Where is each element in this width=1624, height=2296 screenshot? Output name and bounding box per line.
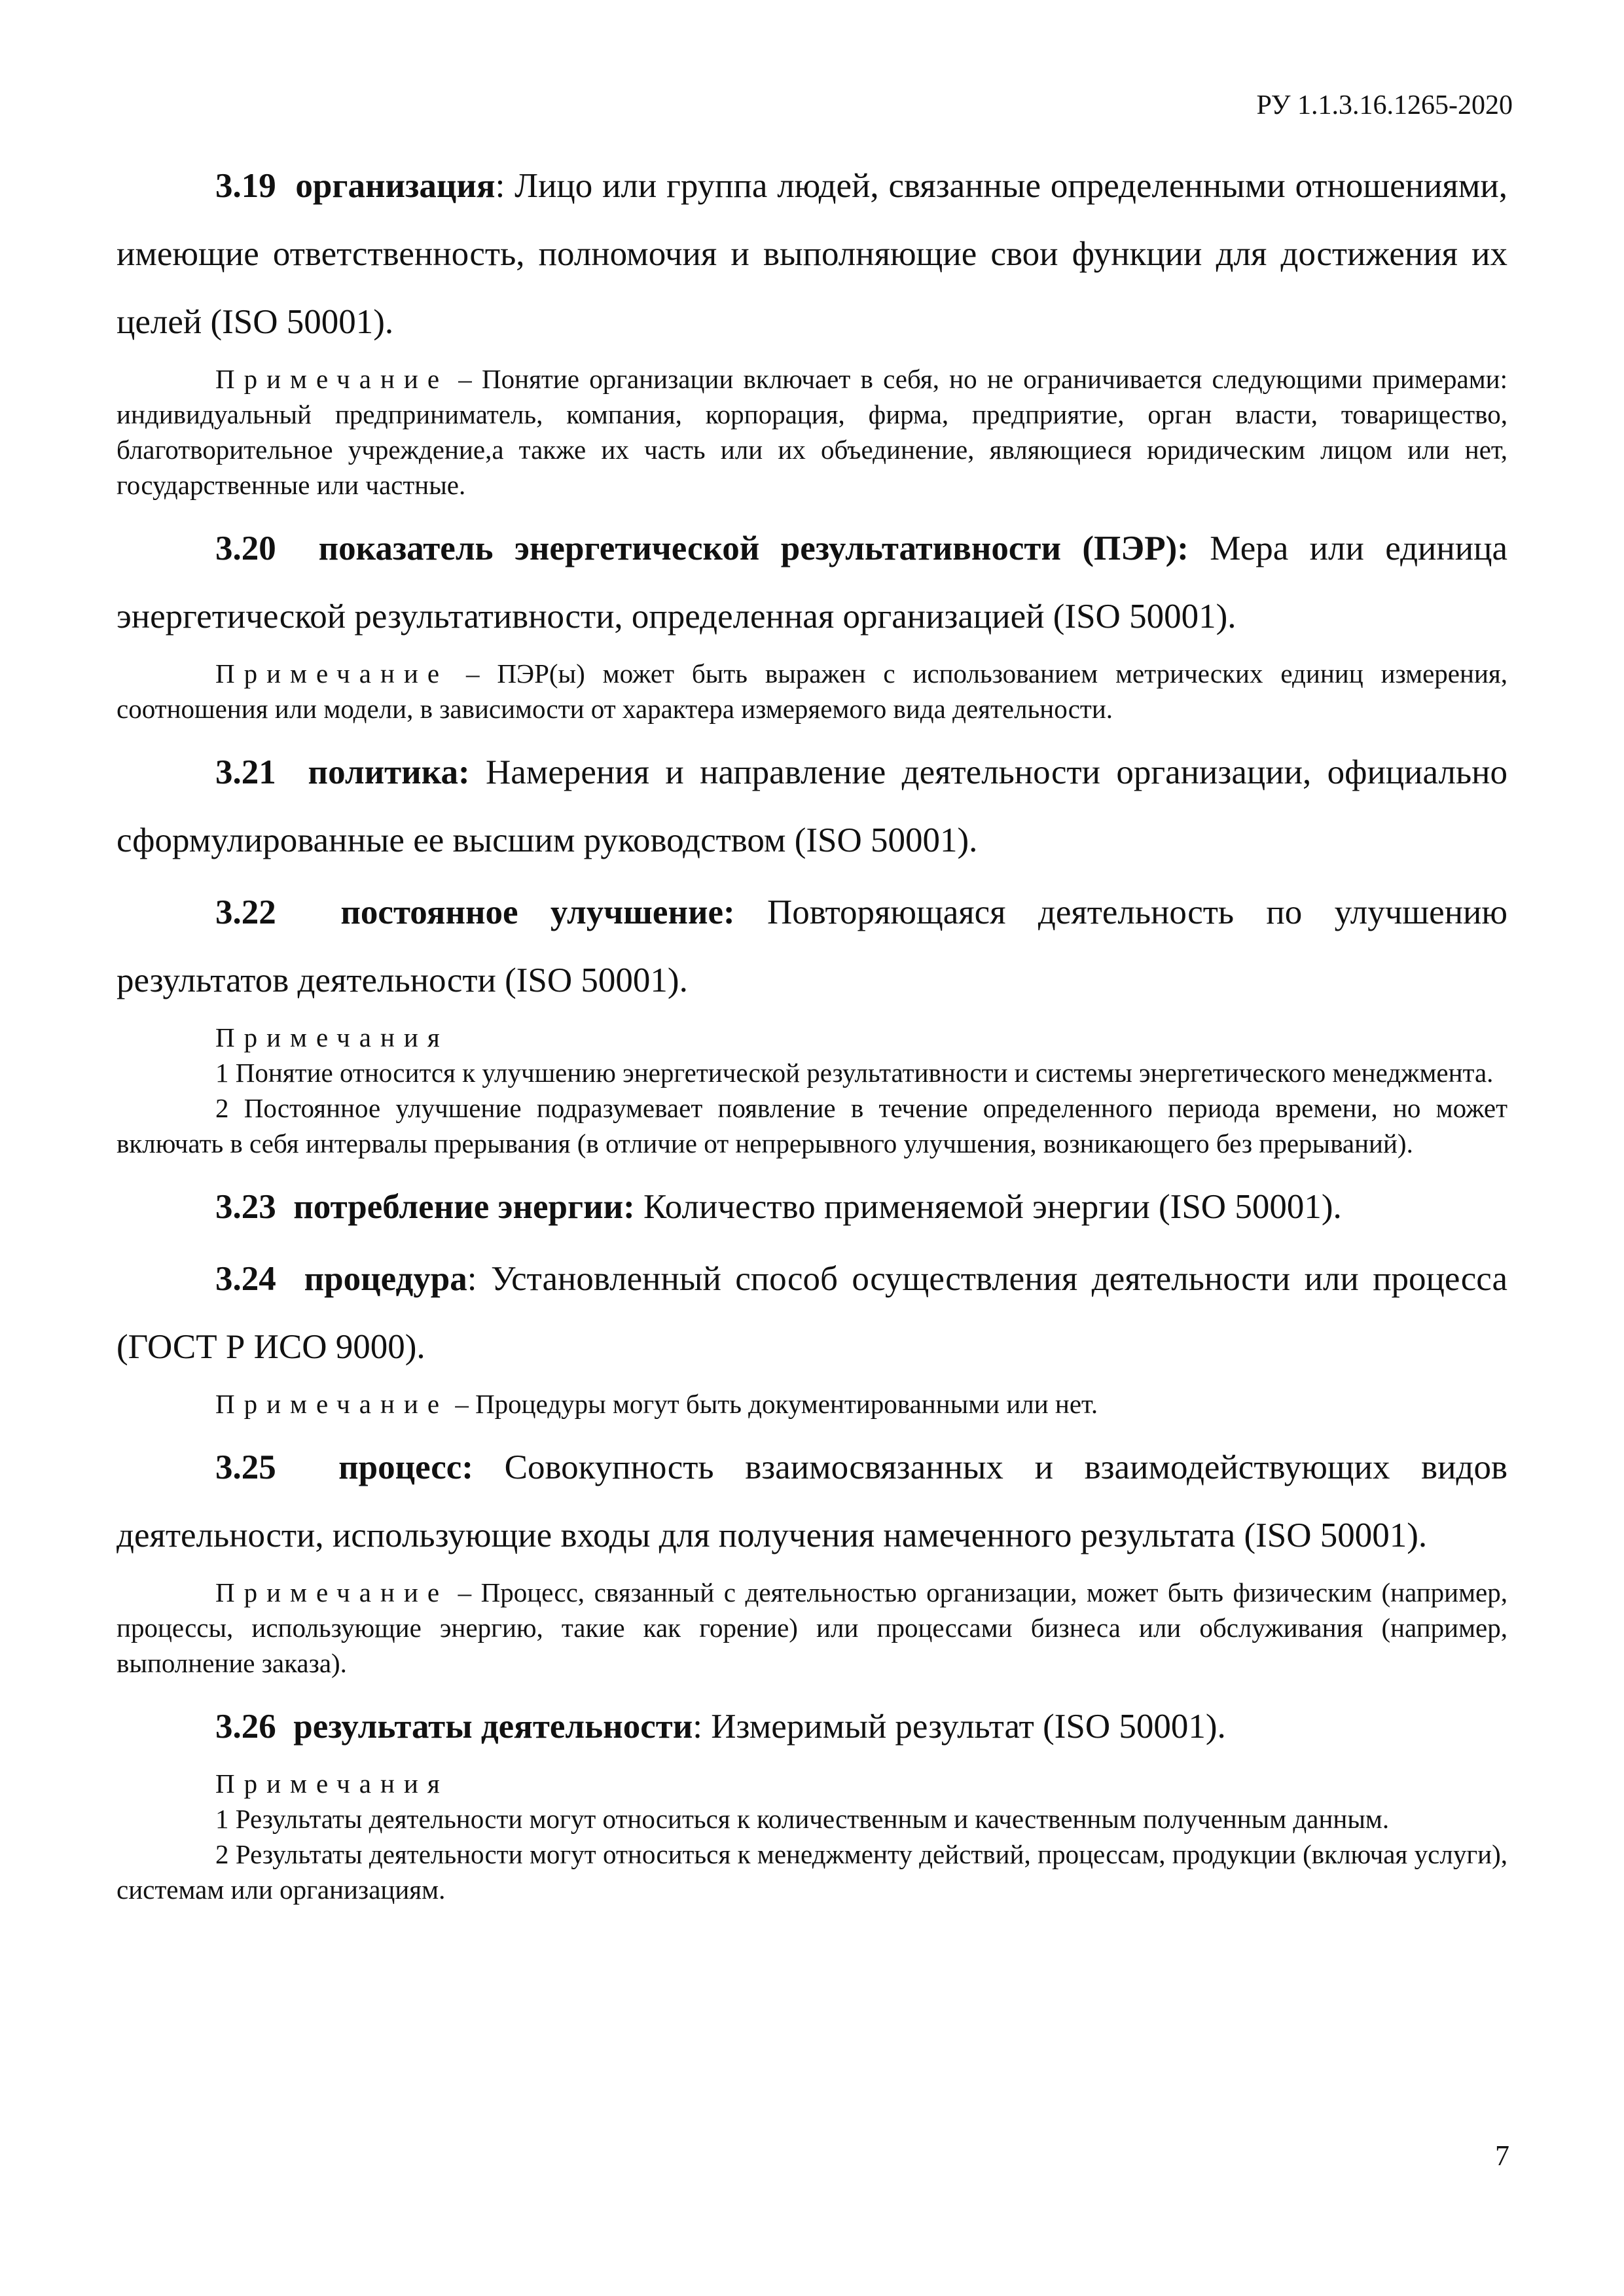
term-name: политика: (308, 753, 470, 791)
note-3-20 (117, 656, 1507, 726)
term-definition: Установленный способ осуществления деятельности или процесса (ГОСТ Р ИСО 9000). (117, 1260, 1507, 1366)
note-item: 1 Понятие относится к улучшению энергетической результативности и системы энергетического менеджмента. (215, 1058, 1494, 1088)
term-number: 3.24 (215, 1260, 276, 1298)
note-label: Примечание (215, 658, 449, 689)
term-name: организация (295, 167, 496, 205)
term-number: 3.19 (215, 167, 276, 205)
term-number: 3.25 (215, 1448, 276, 1486)
notes-label: Примечания (215, 1768, 449, 1799)
term-definition: Мера или единица энергетической результативности, определенная организацией (ISO 50001). (117, 529, 1508, 636)
term-definition: Намерения и направление деятельности организации, официально сформулированные ее высшим руководством (ISO 50001). (117, 753, 1508, 859)
note-label: Примечание (215, 364, 449, 394)
term-definition: Измеримый результат (ISO 50001). (711, 1708, 1226, 1746)
term-separator (635, 1188, 643, 1226)
term-separator: : (495, 167, 515, 205)
term-definition: Количество применяемой энергии (ISO 50001). (643, 1188, 1342, 1226)
term-3-23 (117, 1173, 1507, 1241)
page-number: 7 (1495, 2140, 1509, 2172)
term-number: 3.23 (215, 1188, 276, 1226)
note-item: 1 Результаты деятельности могут относиться к количественным и качественным полученным данным. (215, 1804, 1390, 1834)
term-definition: Совокупность взаимосвязанных и взаимодействующих видов деятельности, использующие входы для получения намеченного результата (ISO 50001). (117, 1448, 1508, 1554)
note-label: Примечание (215, 1389, 449, 1419)
note-item: 2 Постоянное улучшение подразумевает появление в течение определенного периода времени, но может включать в себя интервалы прерывания (в отличие от непрерывного улучшения, возникающего без прерываний). (117, 1093, 1507, 1158)
term-separator (470, 753, 486, 791)
term-separator: : (467, 1260, 491, 1298)
term-number: 3.20 (215, 529, 276, 567)
term-number: 3.26 (215, 1708, 276, 1746)
note-text: – Понятие организации включает в себя, но не ограничивается следующими примерами: индивидуальный предприниматель, компания, корпорация, фирма, предприятие, орган власти, товарищество, благотворительное учреждение,а также их часть или их объединение, являющиеся юридическим лицом или нет, государственные или частные. (117, 364, 1507, 500)
term-name: процесс: (338, 1448, 473, 1486)
note-3-24 (117, 1386, 1507, 1422)
term-3-25 (117, 1433, 1507, 1570)
term-name: процедура (304, 1260, 467, 1298)
term-3-22 (117, 878, 1507, 1014)
notes-3-26 (117, 1766, 1507, 1907)
term-3-20 (117, 514, 1507, 651)
term-name: потребление энергии: (293, 1188, 635, 1226)
notes-3-22 (117, 1020, 1507, 1161)
term-name: показатель энергетической результативности (ПЭР): (318, 529, 1189, 567)
note-label: Примечание (215, 1577, 449, 1607)
notes-label: Примечания (215, 1022, 449, 1052)
document-code: РУ 1.1.3.16.1265-2020 (1256, 90, 1513, 120)
term-definition: Лицо или группа людей, связанные определенными отношениями, имеющие ответственность, полномочия и выполняющие свои функции для достижения их целей (ISO 50001). (117, 167, 1507, 341)
note-text: – Процедуры могут быть документированными или нет. (448, 1389, 1098, 1419)
term-3-21 (117, 738, 1507, 874)
term-3-19 (117, 152, 1507, 356)
term-name: постоянное улучшение: (340, 893, 735, 931)
document-body (117, 152, 1507, 1919)
term-name: результаты деятельности (293, 1708, 693, 1746)
term-definition: Повторяющаяся деятельность по улучшению результатов деятельности (ISO 50001). (117, 893, 1508, 999)
note-text: – ПЭР(ы) может быть выражен с использованием метрических единиц измерения, соотношения или модели, в зависимости от характера измеряемого вида деятельности. (117, 658, 1507, 724)
term-number: 3.22 (215, 893, 276, 931)
note-item: 2 Результаты деятельности могут относиться к менеджменту действий, процессам, продукции (включая услуги), системам или организациям. (117, 1839, 1507, 1905)
note-text: – Процесс, связанный с деятельностью организации, может быть физическим (например, процессы, использующие энергию, такие как горение) или процессами бизнеса или обслуживания (например, выполнение заказа). (117, 1577, 1507, 1678)
term-number: 3.21 (215, 753, 276, 791)
term-separator (473, 1448, 505, 1486)
term-3-26 (117, 1693, 1507, 1761)
term-3-24 (117, 1245, 1507, 1381)
term-separator (1189, 529, 1210, 567)
term-separator (735, 893, 767, 931)
note-3-19 (117, 361, 1507, 503)
term-separator: : (693, 1708, 712, 1746)
note-3-25 (117, 1575, 1507, 1681)
